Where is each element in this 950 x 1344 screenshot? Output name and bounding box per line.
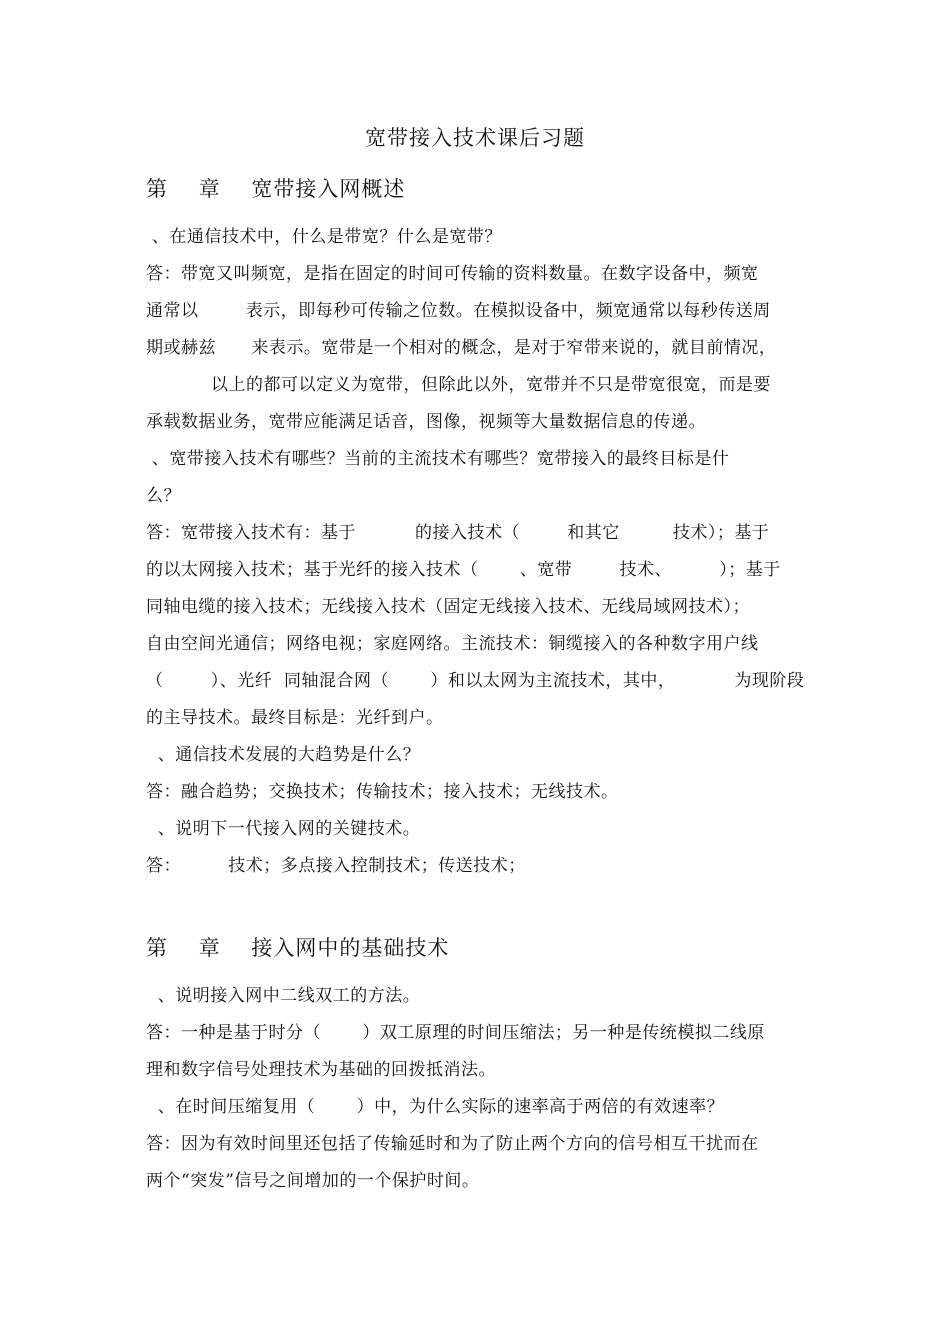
ch1-line-5: 以上的都可以定义为宽带，但除此以外，宽带并不只是带宽很宽，而是要: [146, 375, 771, 395]
ch2-line-2: 答：一种是基于时分（ ）双工原理的时间压缩法；另一种是传统模拟二线原: [146, 1023, 765, 1043]
ch1-line-9: 答：宽带接入技术有：基于 的接入技术（ 和其它 技术）；基于: [146, 523, 770, 543]
ch1-line-1: 、在通信技术中，什么是带宽？什么是宽带？: [146, 227, 502, 247]
ch1-line-8: 么？: [146, 486, 181, 506]
document-title: 宽带接入技术课后习题: [365, 126, 585, 150]
ch2-line-4: 、在时间压缩复用（ ）中，为什么实际的速率高于两倍的有效速率？: [146, 1097, 725, 1117]
ch1-line-4: 期或赫兹 来表示。宽带是一个相对的概念，是对于窄带来说的，就目前情况，: [146, 338, 777, 358]
ch1-line-13: （ ）、光纤 同轴混合网（ ）和以太网为主流技术，其中， 为现阶段: [146, 671, 805, 691]
ch2-line-3: 理和数字信号处理技术为基础的回拨抵消法。: [146, 1060, 496, 1080]
ch1-line-2: 答：带宽又叫频宽，是指在固定的时间可传输的资料数量。在数字设备中，频宽: [146, 264, 759, 284]
ch2-line-5: 答：因为有效时间里还包括了传输延时和为了防止两个方向的信号相互干扰而在: [146, 1134, 759, 1154]
ch1-line-15: 、通信技术发展的大趋势是什么？: [146, 745, 421, 765]
chapter-2-heading: 第 章 接入网中的基础技术: [146, 936, 450, 960]
ch1-line-11: 同轴电缆的接入技术；无线接入技术（固定无线接入技术、无线局域网技术）；: [146, 597, 750, 617]
ch1-line-7: 、宽带接入技术有哪些？当前的主流技术有哪些？宽带接入的最终目标是什: [146, 449, 730, 469]
ch1-line-3: 通常以 表示，即每秒可传输之位数。在模拟设备中，频宽通常以每秒传送周: [146, 301, 771, 321]
ch2-line-1: 、说明接入网中二线双工的方法。: [146, 986, 421, 1006]
ch1-line-16: 答：融合趋势；交换技术；传输技术；接入技术；无线技术。: [146, 782, 619, 802]
ch2-line-6: 两个“突发”信号之间增加的一个保护时间。: [146, 1171, 480, 1191]
ch1-line-10: 的以太网接入技术；基于光纤的接入技术（ 、宽带 技术、 ）；基于: [146, 560, 781, 580]
ch1-line-17: 、说明下一代接入网的关键技术。: [146, 819, 421, 839]
chapter-1-heading: 第 章 宽带接入网概述: [146, 177, 406, 201]
ch1-line-12: 自由空间光通信；网络电视；家庭网络。主流技术：铜缆接入的各种数字用户线: [146, 634, 759, 654]
ch1-line-14: 的主导技术。最终目标是：光纤到户。: [146, 708, 444, 728]
ch1-line-6: 承载数据业务，宽带应能满足话音，图像，视频等大量数据信息的传递。: [146, 412, 706, 432]
ch1-line-18: 答： 技术；多点接入控制技术；传送技术；: [146, 856, 526, 876]
